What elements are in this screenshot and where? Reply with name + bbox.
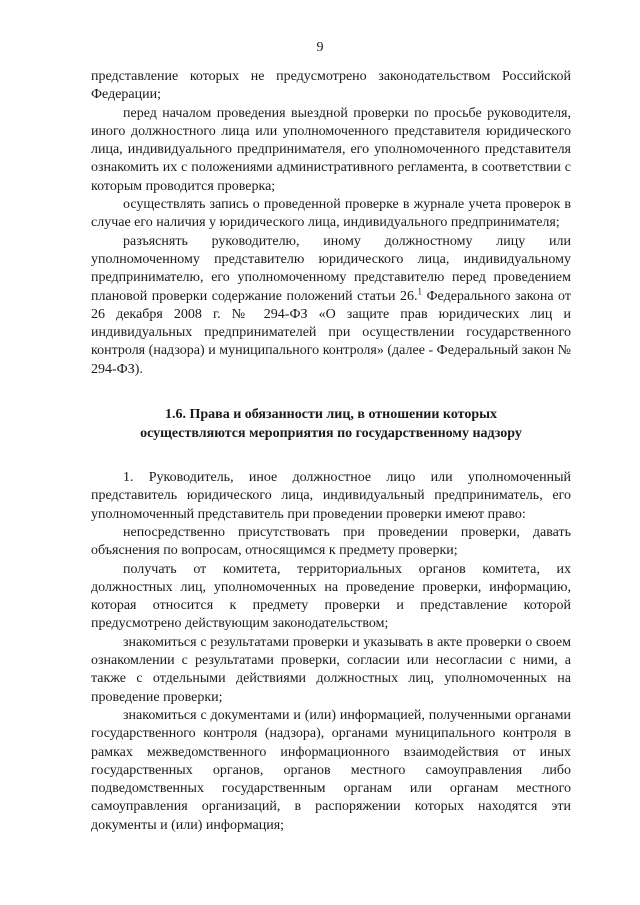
paragraph: представление которых не предусмотрено законодательством Российской Федерации; — [91, 69, 571, 103]
paragraph-explain-text-rest: Федерального закона от 26 декабря 2008 г. № 294-ФЗ «О защите прав юридических лиц и индивидуальных предпринимателей при осуществлении государственного контроля (надзора) и муниципального контроля» (далее - Федеральный закон № 294-ФЗ). — [91, 288, 571, 377]
paragraph: непосредственно присутствовать при проведении проверки, давать объяснения по вопросам, относящимся к предмету проверки; — [91, 524, 571, 559]
paragraph-explain — [91, 233, 571, 379]
paragraph: получать от комитета, территориальных органов комитета, их должностных лиц, уполномоченных на проведение проверки, информацию, которая относится к предмету проверки и представление которой предусмотрено действующим законодательством; — [91, 561, 571, 632]
paragraph-explain-text: разъяснять руководителю, иному должностному лицу или уполномоченному представителю юридического лица, индивидуальному предпринимателю, его уполномоченному представителю перед проведением плановой проверки содержание положений статьи 26. — [91, 233, 571, 304]
page-number: 9 — [316, 40, 324, 55]
paragraph: знакомиться с результатами проверки и указывать в акте проверки о своем ознакомлении с результатами проверки, согласии или несогласии с ними, а также с отдельными действиями должностных лиц, уполномоченных на проведение проверки; — [91, 634, 571, 705]
footnote-marker: 1 — [417, 285, 422, 296]
paragraph: знакомиться с документами и (или) информацией, полученными органами государственного контроля (надзора), органами муниципального контроля в рамках межведомственного информационного взаимодействия от иных государственных органов, органов местного самоуправления либо подведомственных государственным органам или органам местного самоуправления организаций, в распоряжении которых находятся эти документы и (или) информация; — [91, 707, 571, 833]
document-body — [91, 68, 571, 835]
section-heading-line-2: осуществляются мероприятия по государственному надзору — [140, 426, 522, 442]
section-heading — [91, 405, 571, 443]
paragraph: перед началом проведения выездной проверки по просьбе руководителя, иного должностного лица или уполномоченного представителя юридического лица, индивидуального предпринимателя, его уполномоченного представителя ознакомить их с положениями административного регламента, в соответствии с которым проводится проверка; — [91, 105, 571, 194]
paragraph: осуществлять запись о проведенной проверке в журнале учета проверок в случае его наличия у юридического лица, индивидуального предпринимателя; — [91, 197, 571, 231]
section-heading-line-1: 1.6. Права и обязанности лиц, в отношении которых — [164, 407, 498, 423]
paragraph: 1. Руководитель, иное должностное лицо или уполномоченный представитель юридического лица, индивидуальный предприниматель, его уполномоченный представитель при проведении проверки имеют право: — [91, 470, 571, 522]
